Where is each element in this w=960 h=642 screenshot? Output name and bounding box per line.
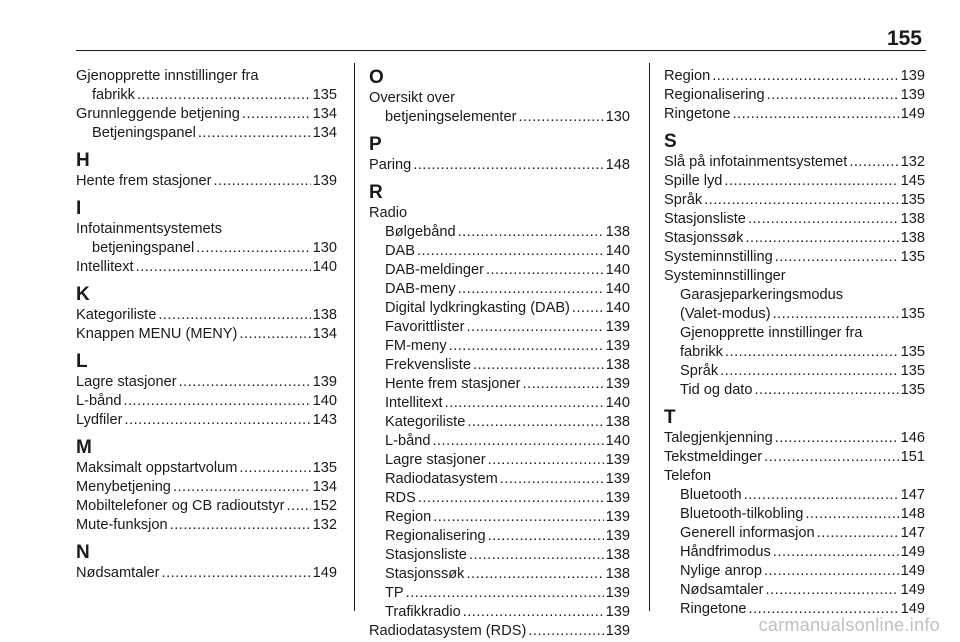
- index-subentry: [369, 242, 630, 261]
- index-subentry: [664, 362, 925, 381]
- entry-page-number: 140: [605, 300, 630, 316]
- entry-page-number: 143: [312, 412, 337, 428]
- entry-text: Tekstmeldinger: [664, 449, 763, 465]
- index-entry: [76, 459, 337, 478]
- page-number: 155: [886, 27, 922, 50]
- entry-text: Regionalisering: [664, 87, 765, 103]
- entry-page-number: 151: [900, 449, 925, 465]
- index-entry: [664, 105, 925, 124]
- entry-text: Stasjonssøk: [385, 566, 465, 582]
- leader-dots: [239, 459, 310, 478]
- index-subentry: [369, 584, 630, 603]
- leader-dots: [773, 305, 899, 324]
- index-subentry: [76, 124, 337, 143]
- index-entry: [664, 67, 925, 86]
- entry-text: fabrikk: [92, 87, 135, 103]
- index-subentry: [369, 394, 630, 413]
- entry-text: Nylige anrop: [680, 563, 762, 579]
- entry-text: Bluetooth-tilkobling: [680, 506, 804, 522]
- leader-dots: [764, 562, 899, 581]
- leader-dots: [500, 470, 604, 489]
- leader-dots: [196, 239, 310, 258]
- entry-page-number: 138: [605, 224, 630, 240]
- column-divider: [649, 63, 650, 611]
- entry-page-number: 138: [900, 230, 925, 246]
- leader-dots: [754, 381, 898, 400]
- entry-page-number: 132: [312, 517, 337, 533]
- entry-text: Betjeningspanel: [92, 125, 196, 141]
- entry-text: Favorittlister: [385, 319, 465, 335]
- entry-page-number: 149: [900, 106, 925, 122]
- entry-page-number: 139: [605, 471, 630, 487]
- entry-page-number: 139: [605, 452, 630, 468]
- entry-text: DAB-meldinger: [385, 262, 484, 278]
- entry-text: Trafikkradio: [385, 604, 461, 620]
- index-subentry: [664, 505, 925, 524]
- leader-dots: [773, 543, 899, 562]
- leader-dots: [286, 497, 310, 516]
- entry-text: Stasjonssøk: [664, 230, 744, 246]
- entry-page-number: 139: [312, 374, 337, 390]
- entry-text: Grunnleggende betjening: [76, 106, 240, 122]
- entry-text: Lagre stasjoner: [76, 374, 177, 390]
- index-subentry: [369, 108, 630, 127]
- entry-page-number: 139: [605, 623, 630, 639]
- entry-page-number: 140: [605, 243, 630, 259]
- index-subentry: [369, 508, 630, 527]
- leader-dots: [417, 242, 604, 261]
- entry-page-number: 135: [900, 363, 925, 379]
- leader-dots: [744, 486, 899, 505]
- index-letter-heading: O: [369, 67, 384, 88]
- entry-page-number: 134: [312, 479, 337, 495]
- index-entry: [664, 448, 925, 467]
- entry-text: Radiodatasystem: [385, 471, 498, 487]
- index-letter-heading: S: [664, 131, 677, 152]
- entry-text: betjeningspanel: [92, 240, 195, 256]
- leader-dots: [239, 325, 310, 344]
- index-subentry: [664, 543, 925, 562]
- leader-dots: [198, 124, 311, 143]
- index-subentry: [369, 356, 630, 375]
- entry-page-number: 138: [605, 414, 630, 430]
- entry-page-number: 138: [605, 547, 630, 563]
- index-subentry: [369, 470, 630, 489]
- entry-text: Radiodatasystem (RDS): [369, 623, 527, 639]
- entry-text: Talegjenkjenning: [664, 430, 773, 446]
- leader-dots: [466, 565, 603, 584]
- index-subentry: [664, 562, 925, 581]
- entry-text: Systeminnstillinger: [664, 268, 786, 284]
- index-entry: [76, 373, 337, 392]
- entry-page-number: 139: [605, 528, 630, 544]
- index-entry: [664, 191, 925, 210]
- entry-page-number: 149: [312, 565, 337, 581]
- index-letter-heading: P: [369, 134, 382, 155]
- entry-text: DAB-meny: [385, 281, 456, 297]
- leader-dots: [720, 362, 899, 381]
- leader-dots: [162, 564, 311, 583]
- entry-page-number: 148: [605, 157, 630, 173]
- leader-dots: [805, 505, 898, 524]
- entry-text: Knappen MENU (MENY): [76, 326, 238, 342]
- index-letter-heading: R: [369, 182, 383, 203]
- entry-page-number: 139: [312, 173, 337, 189]
- index-entry: [664, 153, 925, 172]
- entry-text: (Valet-modus): [680, 306, 771, 322]
- leader-dots: [466, 318, 603, 337]
- entry-text: Frekvensliste: [385, 357, 471, 373]
- leader-dots: [125, 411, 311, 430]
- leader-dots: [469, 546, 604, 565]
- entry-text: Nødsamtaler: [76, 565, 160, 581]
- leader-dots: [467, 413, 603, 432]
- index-subentry: [369, 603, 630, 622]
- index-entry: [664, 86, 925, 105]
- entry-text: Nødsamtaler: [680, 582, 764, 598]
- entry-page-number: 134: [312, 106, 337, 122]
- entry-text: Lagre stasjoner: [385, 452, 486, 468]
- entry-text: Regionalisering: [385, 528, 486, 544]
- leader-dots: [725, 343, 899, 362]
- entry-text: Digital lydkringkasting (DAB): [385, 300, 570, 316]
- index-entry: [664, 267, 925, 286]
- entry-text: RDS: [385, 490, 416, 506]
- leader-dots: [170, 516, 311, 535]
- index-column-1: [76, 67, 337, 583]
- entry-text: Hente frem stasjoner: [76, 173, 212, 189]
- leader-dots: [458, 280, 604, 299]
- leader-dots: [179, 373, 311, 392]
- entry-page-number: 140: [605, 262, 630, 278]
- leader-dots: [528, 622, 603, 641]
- entry-page-number: 139: [605, 585, 630, 601]
- entry-page-number: 145: [900, 173, 925, 189]
- index-entry: [76, 497, 337, 516]
- leader-dots: [413, 156, 603, 175]
- entry-text: Maksimalt oppstartvolum: [76, 460, 238, 476]
- entry-text: Oversikt over: [369, 90, 455, 106]
- entry-text: TP: [385, 585, 404, 601]
- leader-dots: [136, 258, 311, 277]
- entry-text: Generell informasjon: [680, 525, 815, 541]
- index-entry: [664, 429, 925, 448]
- index-entry: [369, 89, 630, 108]
- entry-page-number: 135: [312, 87, 337, 103]
- entry-text: Region: [385, 509, 432, 525]
- leader-dots: [767, 86, 899, 105]
- index-letter-heading: I: [76, 198, 82, 219]
- header-rule: [76, 50, 926, 51]
- leader-dots: [242, 105, 311, 124]
- index-entry: [76, 67, 337, 86]
- entry-text: Språk: [664, 192, 703, 208]
- column-divider: [354, 63, 355, 611]
- index-subentry: [369, 299, 630, 318]
- entry-text: Bølgebånd: [385, 224, 456, 240]
- index-subentry: [664, 524, 925, 543]
- entry-text: Gjenopprette innstillinger fra: [76, 68, 259, 84]
- index-entry: [664, 248, 925, 267]
- leader-dots: [733, 105, 899, 124]
- entry-page-number: 139: [605, 338, 630, 354]
- entry-page-number: 138: [605, 357, 630, 373]
- index-subentry: [664, 305, 925, 324]
- index-column-3: [664, 67, 925, 619]
- index-entry: [664, 172, 925, 191]
- entry-text: DAB: [385, 243, 416, 259]
- entry-page-number: 149: [900, 601, 925, 617]
- entry-page-number: 149: [900, 563, 925, 579]
- index-entry: [76, 258, 337, 277]
- leader-dots: [463, 603, 604, 622]
- leader-dots: [745, 229, 898, 248]
- index-entry: [664, 229, 925, 248]
- entry-page-number: 138: [605, 566, 630, 582]
- entry-page-number: 135: [900, 306, 925, 322]
- entry-page-number: 132: [900, 154, 925, 170]
- index-entry: [76, 564, 337, 583]
- leader-dots: [418, 489, 604, 508]
- index-subentry: [369, 432, 630, 451]
- index-entry: [369, 156, 630, 175]
- index-subentry: [369, 261, 630, 280]
- entry-text: Menybetjening: [76, 479, 171, 495]
- entry-text: fabrikk: [680, 344, 723, 360]
- entry-page-number: 135: [900, 249, 925, 265]
- entry-page-number: 134: [312, 125, 337, 141]
- entry-page-number: 139: [605, 509, 630, 525]
- entry-text: Kategoriliste: [76, 307, 157, 323]
- entry-text: Telefon: [664, 468, 712, 484]
- entry-text: Mute-funksjon: [76, 517, 168, 533]
- entry-page-number: 148: [900, 506, 925, 522]
- entry-page-number: 140: [312, 259, 337, 275]
- entry-text: Lydfiler: [76, 412, 123, 428]
- leader-dots: [213, 172, 310, 191]
- entry-text: Tid og dato: [680, 382, 753, 398]
- index-subentry: [664, 381, 925, 400]
- entry-page-number: 139: [900, 87, 925, 103]
- index-entry: [76, 411, 337, 430]
- entry-page-number: 138: [900, 211, 925, 227]
- entry-page-number: 146: [900, 430, 925, 446]
- entry-page-number: 140: [605, 281, 630, 297]
- leader-dots: [775, 248, 899, 267]
- entry-text: Kategoriliste: [385, 414, 466, 430]
- entry-text: Garasjeparkeringsmodus: [680, 287, 844, 303]
- leader-dots: [458, 223, 604, 242]
- entry-text: Infotainmentsystemets: [76, 221, 223, 237]
- entry-page-number: 138: [312, 307, 337, 323]
- leader-dots: [137, 86, 311, 105]
- entry-text: Språk: [680, 363, 719, 379]
- index-entry: [664, 467, 925, 486]
- entry-text: Ringetone: [664, 106, 731, 122]
- entry-page-number: 135: [900, 344, 925, 360]
- entry-page-number: 139: [900, 68, 925, 84]
- entry-page-number: 135: [900, 192, 925, 208]
- leader-dots: [406, 584, 604, 603]
- entry-page-number: 130: [605, 109, 630, 125]
- index-column-2: [369, 67, 630, 641]
- leader-dots: [704, 191, 899, 210]
- entry-page-number: 130: [312, 240, 337, 256]
- index-entry: [76, 392, 337, 411]
- index-subentry: [76, 86, 337, 105]
- index-entry: [76, 220, 337, 239]
- entry-text: Hente frem stasjoner: [385, 376, 521, 392]
- entry-page-number: 139: [605, 604, 630, 620]
- entry-text: Intellitext: [385, 395, 443, 411]
- index-entry: [76, 172, 337, 191]
- entry-text: Stasjonsliste: [385, 547, 467, 563]
- entry-text: Systeminnstilling: [664, 249, 773, 265]
- index-entry: [76, 306, 337, 325]
- leader-dots: [724, 172, 898, 191]
- entry-page-number: 149: [900, 544, 925, 560]
- entry-text: Håndfrimodus: [680, 544, 771, 560]
- index-subentry: [664, 286, 925, 305]
- leader-dots: [433, 508, 603, 527]
- entry-text: Mobiltelefoner og CB radioutstyr: [76, 498, 285, 514]
- index-entry: [369, 622, 630, 641]
- entry-text: Bluetooth: [680, 487, 742, 503]
- entry-text: Slå på infotainmentsystemet: [664, 154, 848, 170]
- index-subentry: [369, 565, 630, 584]
- index-entry: [76, 516, 337, 535]
- index-subentry: [369, 489, 630, 508]
- entry-page-number: 149: [900, 582, 925, 598]
- leader-dots: [173, 478, 311, 497]
- index-subentry: [369, 223, 630, 242]
- index-entry: [76, 105, 337, 124]
- index-subentry: [664, 486, 925, 505]
- index-entry: [664, 210, 925, 229]
- entry-text: Gjenopprette innstillinger fra: [680, 325, 863, 341]
- index-subentry: [369, 413, 630, 432]
- leader-dots: [518, 108, 603, 127]
- leader-dots: [522, 375, 603, 394]
- entry-page-number: 140: [605, 433, 630, 449]
- index-entry: [369, 204, 630, 223]
- leader-dots: [488, 451, 604, 470]
- index-subentry: [369, 546, 630, 565]
- leader-dots: [432, 432, 603, 451]
- entry-text: L-bånd: [76, 393, 122, 409]
- leader-dots: [712, 67, 898, 86]
- entry-page-number: 135: [312, 460, 337, 476]
- leader-dots: [488, 527, 604, 546]
- entry-page-number: 140: [605, 395, 630, 411]
- index-letter-heading: H: [76, 150, 90, 171]
- index-subentry: [369, 337, 630, 356]
- index-letter-heading: M: [76, 437, 92, 458]
- index-entry: [76, 478, 337, 497]
- leader-dots: [445, 394, 604, 413]
- index-letter-heading: N: [76, 542, 90, 563]
- index-subentry: [664, 324, 925, 343]
- entry-text: Spille lyd: [664, 173, 723, 189]
- index-letter-heading: K: [76, 284, 90, 305]
- entry-text: Stasjonsliste: [664, 211, 746, 227]
- entry-page-number: 139: [605, 319, 630, 335]
- leader-dots: [764, 448, 898, 467]
- index-subentry: [664, 581, 925, 600]
- leader-dots: [748, 210, 899, 229]
- entry-text: Region: [664, 68, 711, 84]
- index-subentry: [369, 375, 630, 394]
- entry-page-number: 140: [312, 393, 337, 409]
- index-letter-heading: T: [664, 407, 676, 428]
- entry-text: L-bånd: [385, 433, 431, 449]
- entry-page-number: 134: [312, 326, 337, 342]
- entry-page-number: 139: [605, 376, 630, 392]
- index-subentry: [369, 280, 630, 299]
- index-subentry: [369, 451, 630, 470]
- leader-dots: [766, 581, 899, 600]
- leader-dots: [486, 261, 604, 280]
- index-subentry: [664, 343, 925, 362]
- leader-dots: [123, 392, 310, 411]
- entry-text: FM-meny: [385, 338, 447, 354]
- index-letter-heading: L: [76, 351, 88, 372]
- entry-page-number: 147: [900, 487, 925, 503]
- entry-text: Radio: [369, 205, 408, 221]
- entry-text: betjeningselementer: [385, 109, 517, 125]
- leader-dots: [449, 337, 604, 356]
- entry-page-number: 147: [900, 525, 925, 541]
- entry-text: Ringetone: [680, 601, 747, 617]
- entry-text: Intellitext: [76, 259, 134, 275]
- leader-dots: [473, 356, 604, 375]
- index-entry: [76, 325, 337, 344]
- leader-dots: [817, 524, 899, 543]
- leader-dots: [849, 153, 898, 172]
- watermark: carmanualsonline.info: [758, 615, 940, 635]
- index-subentry: [76, 239, 337, 258]
- index-subentry: [369, 318, 630, 337]
- leader-dots: [572, 299, 604, 318]
- leader-dots: [158, 306, 310, 325]
- entry-text: Paring: [369, 157, 412, 173]
- entry-page-number: 152: [312, 498, 337, 514]
- index-subentry: [369, 527, 630, 546]
- entry-page-number: 139: [605, 490, 630, 506]
- entry-page-number: 135: [900, 382, 925, 398]
- leader-dots: [775, 429, 899, 448]
